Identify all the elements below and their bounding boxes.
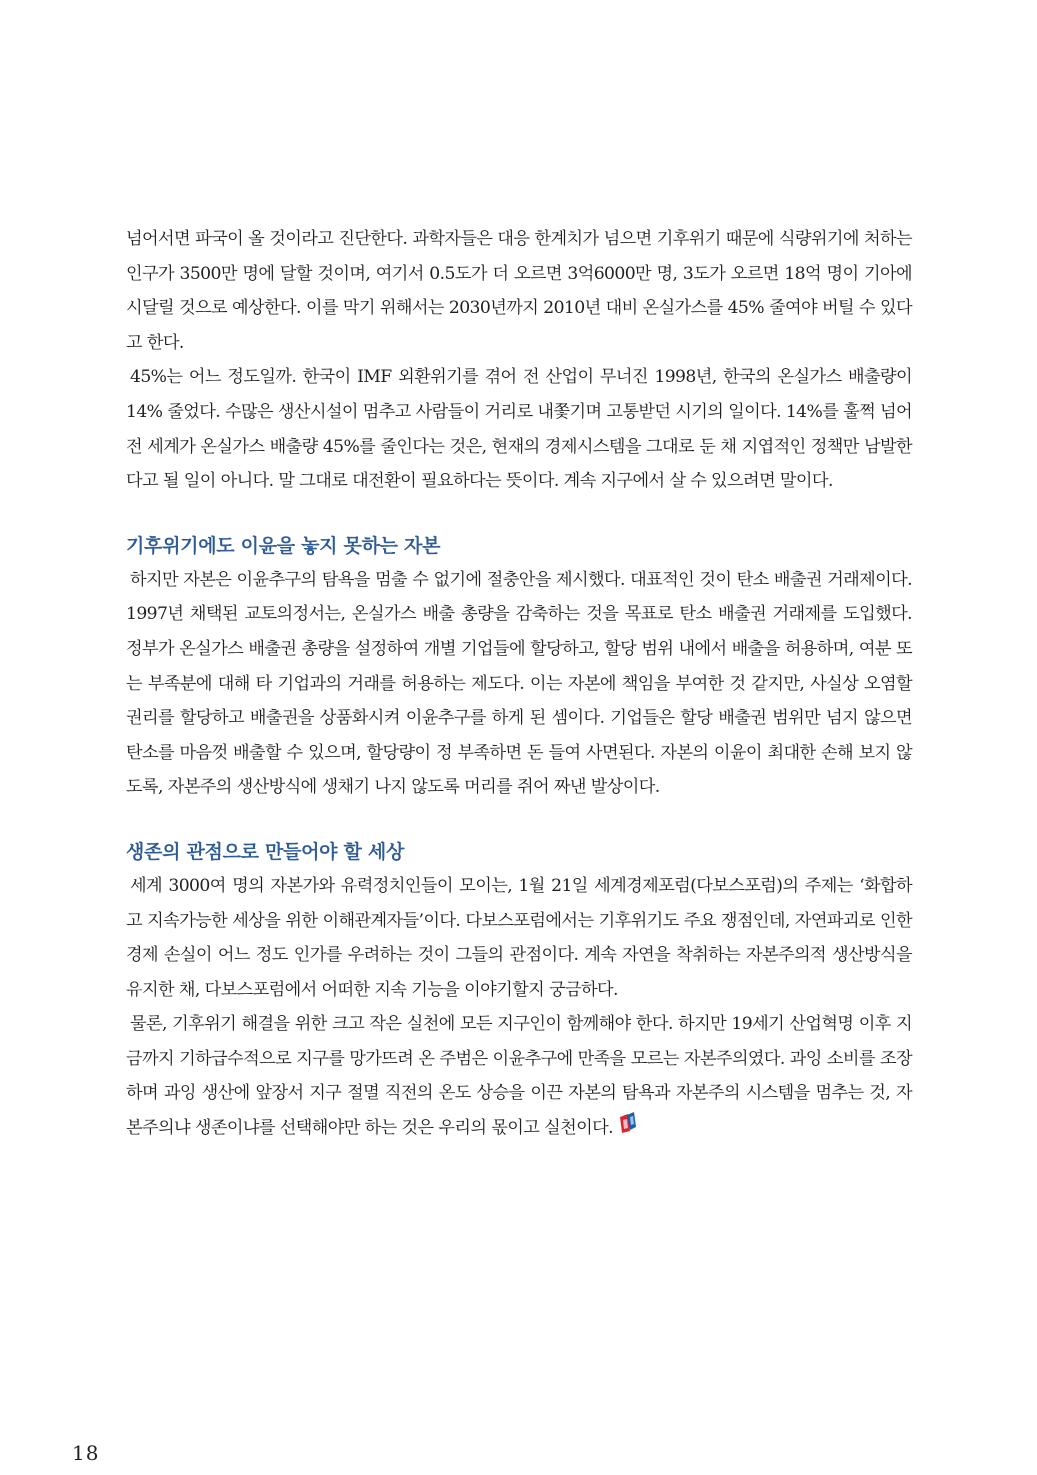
paragraph-conclusion	[126, 1007, 912, 1147]
article-body	[126, 222, 912, 1148]
article-end-icon	[615, 1111, 637, 1148]
paragraph-45-percent: 45%는 어느 정도일까. 한국이 IMF 외환위기를 겪어 전 산업이 무너진 1998년, 한국의 온실가스 배출량이 14% 줄었다. 수많은 생산시설이 멈추고 사람들이 거리로 내쫓기며 고통받던 시기의 일이다. 14%를 훌쩍 넘어 전 세계가 온실가스 배출량 45%를 줄인다는 것은, 현재의 경제시스템을 그대로 둔 채 지엽적인 정책만 남발한다고 될 일이 아니다. 말 그대로 대전환이 필요하다는 뜻이다. 계속 지구에서 살 수 있으려면 말이다.	[126, 367, 912, 492]
section-heading-survival-perspective: 생존의 관점으로 만들어야 할 세상	[126, 840, 405, 863]
paragraph-climate-threshold: 넘어서면 파국이 올 것이라고 진단한다. 과학자들은 대응 한계치가 넘으면 기후위기 때문에 식량위기에 처하는 인구가 3500만 명에 달할 것이며, 여기서 0.5도가 더 오르면 3억6000만 명, 3도가 오르면 18억 명이 기아에 시달릴 것으로 예상한다. 이를 막기 위해서는 2030년까지 2010년 대비 온실가스를 45% 줄여야 버틸 수 있다고 한다.	[126, 229, 912, 353]
paragraph-emissions-trading: 하지만 자본은 이윤추구의 탐욕을 멈출 수 없기에 절충안을 제시했다. 대표적인 것이 탄소 배출권 거래제이다. 1997년 채택된 교토의정서는, 온실가스 배출 총량을 감축하는 것을 목표로 탄소 배출권 거래제를 도입했다. 정부가 온실가스 배출권 총량을 설정하여 개별 기업들에 할당하고, 할당 범위 내에서 배출을 허용하며, 여분 또는 부족분에 대해 타 기업과의 거래를 허용하는 제도다. 이는 자본에 책임을 부여한 것 같지만, 사실상 오염할 권리를 할당하고 배출권을 상품화시켜 이윤추구를 하게 된 셈이다. 기업들은 할당 배출권 범위만 넘지 않으면 탄소를 마음껏 배출할 수 있으며, 할당량이 정 부족하면 돈 들여 사면된다. 자본의 이윤이 최대한 손해 보지 않도록, 자본주의 생산방식에 생채기 나지 않도록 머리를 쥐어 짜낸 발상이다.	[126, 569, 912, 798]
paragraph-davos-forum: 세계 3000여 명의 자본가와 유력정치인들이 모이는, 1월 21일 세계경제포럼(다보스포럼)의 주제는 ‘화합하고 지속가능한 세상을 위한 이해관계자들’이다. 다보스포럼에서는 기후위기도 주요 쟁점인데, 자연파괴로 인한 경제 손실이 어느 정도 인가를 우려하는 것이 그들의 관점이다. 계속 자연을 착취하는 자본주의적 생산방식을 유지한 채, 다보스포럼에서 어떠한 지속 기능을 이야기할지 궁금하다.	[126, 875, 912, 1000]
paragraph-conclusion-text: 물론, 기후위기 해결을 위한 크고 작은 실천에 모든 지구인이 함께해야 한다. 하지만 19세기 산업혁명 이후 지금까지 기하급수적으로 지구를 망가뜨려 온 주범은 이윤추구에 만족을 모르는 자본주의였다. 과잉 소비를 조장하며 과잉 생산에 앞장서 지구 절멸 직전의 온도 상승을 이끈 자본의 탐욕과 자본주의 시스템을 멈추는 것, 자본주의냐 생존이냐를 선택해야만 하는 것은 우리의 몫이고 실천이다.	[126, 1014, 912, 1139]
section-heading-capital-profit: 기후위기에도 이윤을 놓지 못하는 자본	[126, 534, 441, 557]
page-number: 18	[72, 1441, 100, 1465]
